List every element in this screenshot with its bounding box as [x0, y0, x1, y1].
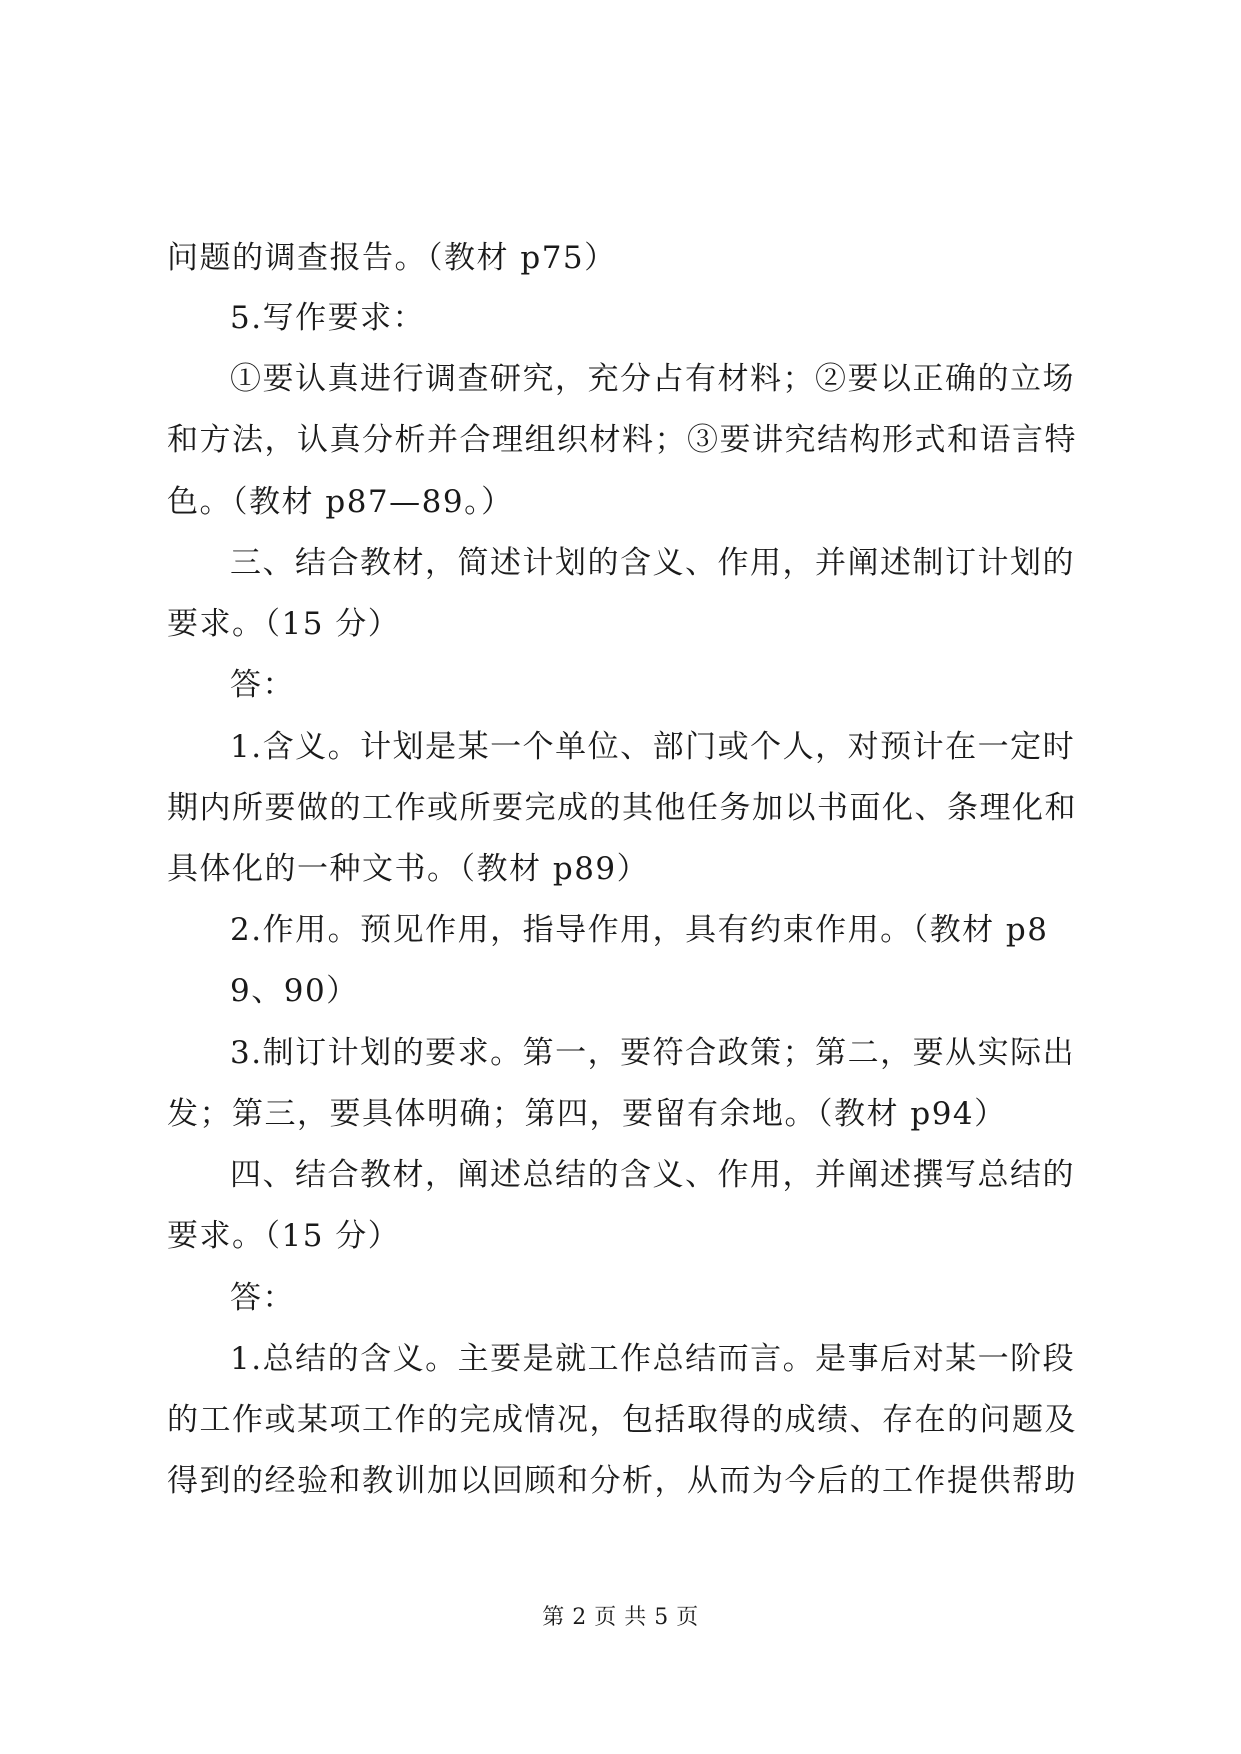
- text-line-content: 9、90）: [230, 973, 359, 1009]
- text-line-content: 1.总结的含义。主要是就工作总结而言。是事后对某一阶段: [230, 1341, 1076, 1377]
- text-line-content: 三、结合教材，简述计划的含义、作用，并阐述制订计划的: [230, 545, 1075, 581]
- text-line-content: 1.含义。计划是某一个单位、部门或个人，对预计在一定时: [230, 729, 1076, 765]
- text-line-content: 要求。（15 分）: [167, 1218, 401, 1254]
- text-line-content: 的工作或某项工作的完成情况，包括取得的成绩、存在的问题及: [167, 1402, 1077, 1438]
- text-line-content: 色。（教材 p87—89。）: [167, 484, 514, 520]
- text-line-content: 5.写作要求：: [230, 300, 426, 336]
- text-line-content: 答：: [230, 667, 295, 703]
- text-line-content: 得到的经验和教训加以回顾和分析，从而为今后的工作提供帮助: [167, 1463, 1077, 1499]
- text-line-content: 3.制订计划的要求。第一，要符合政策；第二，要从实际出: [230, 1035, 1076, 1071]
- text-line-content: 2.作用。预见作用，指导作用，具有约束作用。（教材 p8: [230, 912, 1049, 948]
- page-footer: 第 2 页 共 5 页: [542, 1605, 699, 1630]
- text-line-content: 期内所要做的工作或所要完成的其他任务加以书面化、条理化和: [167, 790, 1077, 826]
- text-line-content: 和方法，认真分析并合理组织材料；③要讲究结构形式和语言特: [167, 422, 1077, 458]
- text-line-content: 要求。（15 分）: [167, 606, 401, 642]
- text-line-content: 问题的调查报告。（教材 p75）: [167, 240, 617, 276]
- text-line-content: 答：: [230, 1280, 295, 1316]
- text-line-content: 发；第三，要具体明确；第四，要留有余地。（教材 p94）: [167, 1096, 1007, 1132]
- text-line-content: ①要认真进行调查研究，充分占有材料；②要以正确的立场: [230, 361, 1075, 397]
- text-line-content: 具体化的一种文书。（教材 p89）: [167, 851, 650, 887]
- text-line-content: 四、结合教材，阐述总结的含义、作用，并阐述撰写总结的: [230, 1157, 1075, 1193]
